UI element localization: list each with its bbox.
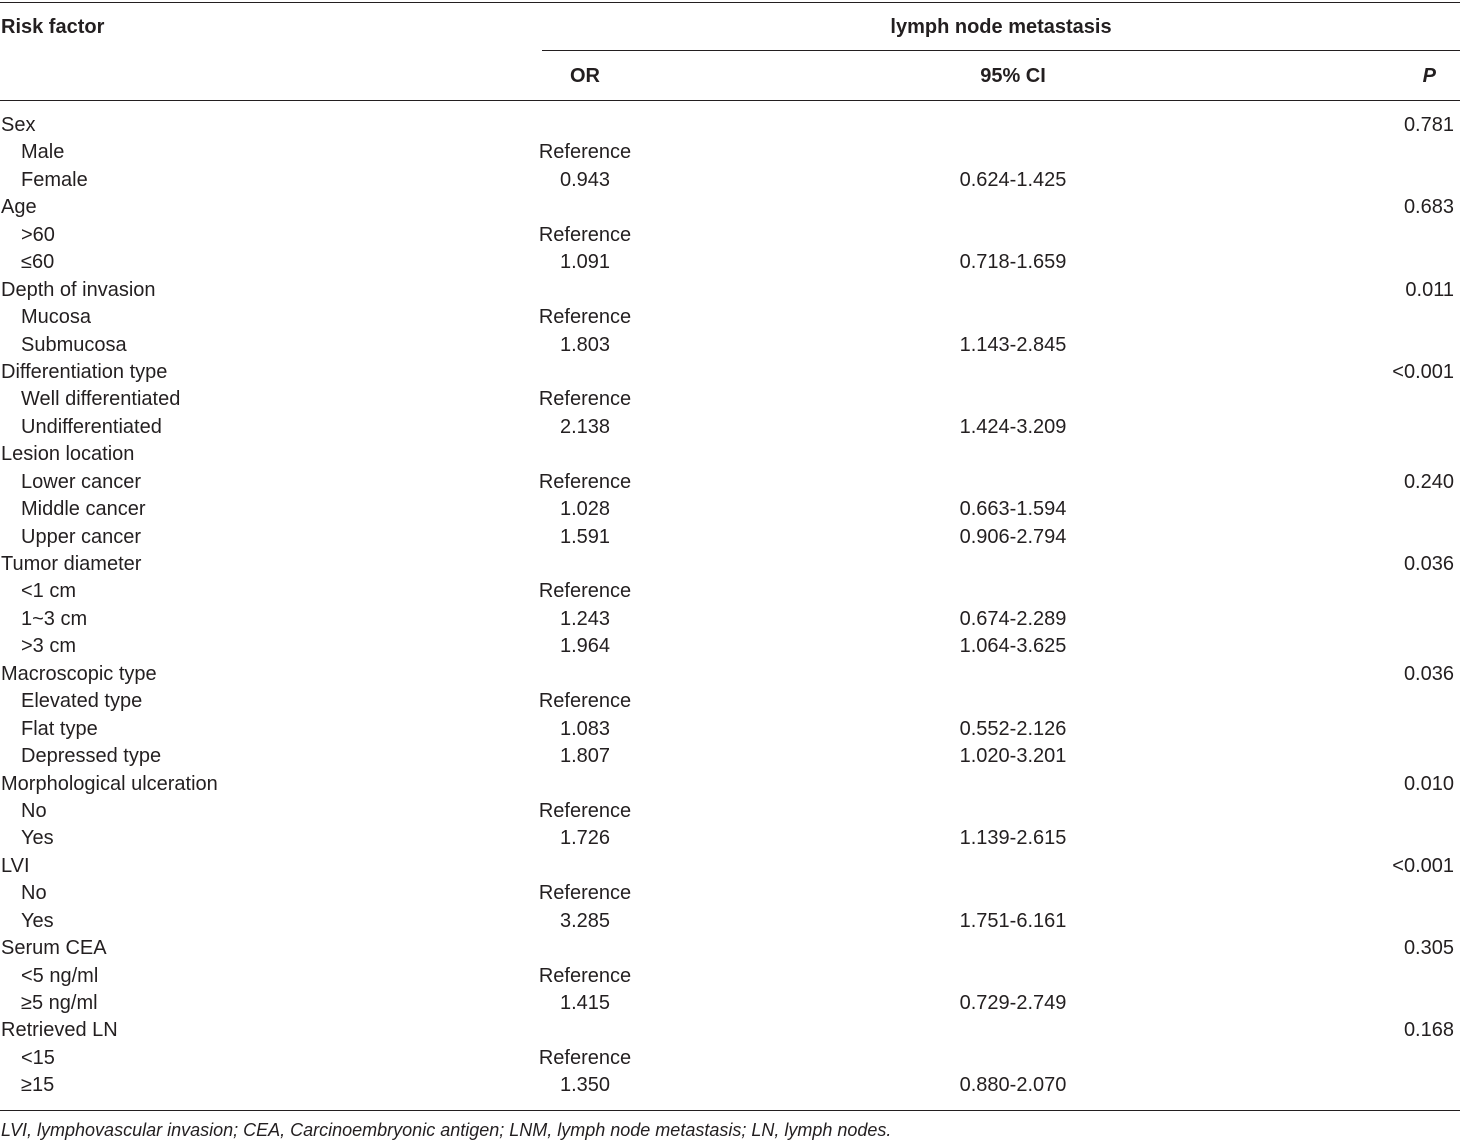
p-value: 0.036 bbox=[1403, 662, 1454, 685]
table-row bbox=[0, 990, 1460, 1017]
table-row bbox=[0, 386, 1460, 413]
row-label: Male bbox=[21, 141, 65, 164]
or-value: 1.350 bbox=[559, 1074, 611, 1097]
or-value: 1.083 bbox=[559, 717, 611, 740]
header-bottom-rule bbox=[0, 100, 1460, 101]
p-value: 0.781 bbox=[1403, 114, 1454, 136]
ci-value: 0.880-2.070 bbox=[959, 1074, 1067, 1097]
row-label: Female bbox=[21, 168, 88, 191]
row-label: 1~3 cm bbox=[21, 607, 88, 630]
row-label: Depressed type bbox=[21, 745, 162, 768]
or-value: 1.807 bbox=[559, 745, 611, 768]
row-label: <15 bbox=[21, 1046, 55, 1069]
or-value: Reference bbox=[538, 223, 632, 246]
row-label: Mucosa bbox=[21, 306, 92, 329]
p-value: 0.011 bbox=[1405, 278, 1454, 301]
ci-value: 1.751-6.161 bbox=[959, 909, 1067, 932]
ci-value: 1.064-3.625 bbox=[959, 635, 1067, 658]
or-value: Reference bbox=[538, 1046, 632, 1069]
header-ci: 95% CI bbox=[980, 65, 1046, 87]
row-label: Differentiation type bbox=[1, 360, 168, 383]
table-row bbox=[0, 222, 1460, 249]
header-or: OR bbox=[570, 65, 600, 87]
ci-value: 0.624-1.425 bbox=[959, 168, 1067, 191]
table-row bbox=[0, 853, 1460, 880]
table-row bbox=[0, 935, 1460, 962]
row-label: ≥5 ng/ml bbox=[21, 992, 98, 1014]
row-label: Undifferentiated bbox=[21, 415, 162, 438]
ci-value: 0.552-2.126 bbox=[959, 717, 1067, 740]
or-value: Reference bbox=[538, 882, 632, 905]
or-value: Reference bbox=[538, 141, 632, 164]
table-row bbox=[0, 880, 1460, 907]
or-value: 1.091 bbox=[559, 251, 611, 274]
or-value: 1.803 bbox=[559, 333, 611, 356]
table-row bbox=[0, 194, 1460, 221]
or-value: 1.028 bbox=[559, 498, 611, 521]
table-row bbox=[0, 1072, 1460, 1099]
row-label: ≤60 bbox=[21, 251, 55, 274]
row-label: Middle cancer bbox=[21, 498, 146, 521]
or-value: Reference bbox=[538, 580, 632, 603]
table-row bbox=[0, 496, 1460, 523]
table-row bbox=[0, 441, 1460, 468]
table-row bbox=[0, 414, 1460, 441]
or-value: Reference bbox=[538, 799, 632, 822]
table-row bbox=[0, 606, 1460, 633]
ci-value: 0.718-1.659 bbox=[959, 251, 1067, 274]
table-top-rule bbox=[0, 2, 1460, 3]
p-value: 0.036 bbox=[1403, 553, 1454, 575]
header-group-rule bbox=[542, 50, 1460, 51]
table-row bbox=[0, 359, 1460, 386]
or-value: 1.591 bbox=[559, 525, 611, 548]
row-label: Lesion location bbox=[1, 443, 135, 466]
row-label: <5 ng/ml bbox=[21, 964, 99, 987]
or-value: 3.285 bbox=[559, 909, 611, 932]
row-label: Submucosa bbox=[21, 333, 127, 356]
ci-value: 0.674-2.289 bbox=[959, 607, 1067, 630]
row-label: No bbox=[21, 799, 47, 822]
row-label: <1 cm bbox=[21, 580, 77, 603]
ci-value: 1.143-2.845 bbox=[959, 333, 1067, 356]
row-label: Lower cancer bbox=[21, 470, 142, 493]
table-row bbox=[0, 743, 1460, 770]
row-label: >3 cm bbox=[21, 635, 77, 658]
ci-value: 1.020-3.201 bbox=[959, 745, 1067, 768]
or-value: 2.138 bbox=[559, 415, 611, 438]
or-value: Reference bbox=[538, 388, 632, 411]
row-label: ≥15 bbox=[21, 1074, 55, 1097]
table-row bbox=[0, 963, 1460, 990]
or-value: Reference bbox=[538, 470, 632, 493]
ci-value: 0.729-2.749 bbox=[959, 992, 1067, 1014]
row-label: Sex bbox=[1, 114, 36, 136]
table-body bbox=[0, 112, 1460, 1100]
row-label: Flat type bbox=[21, 717, 98, 740]
row-label: Tumor diameter bbox=[1, 553, 142, 575]
or-value: Reference bbox=[538, 306, 632, 329]
table-footnote: LVI, lymphovascular invasion; CEA, Carcinoembryonic antigen; LNM, lymph node metastasis; LN, lymph nodes. bbox=[1, 1120, 892, 1140]
table-row bbox=[0, 249, 1460, 276]
ci-value: 0.663-1.594 bbox=[959, 498, 1067, 521]
table-row bbox=[0, 716, 1460, 743]
or-value: Reference bbox=[538, 690, 632, 713]
table-row bbox=[0, 908, 1460, 935]
table-row bbox=[0, 798, 1460, 825]
or-value: 1.726 bbox=[559, 827, 611, 850]
or-value: 1.243 bbox=[559, 607, 611, 630]
table-row bbox=[0, 551, 1460, 578]
row-label: Elevated type bbox=[21, 690, 143, 713]
header-risk-factor: Risk factor bbox=[1, 16, 105, 38]
table-row bbox=[0, 578, 1460, 605]
table-row bbox=[0, 112, 1460, 139]
or-value: 0.943 bbox=[559, 168, 611, 191]
table-row bbox=[0, 332, 1460, 359]
table-row bbox=[0, 1045, 1460, 1072]
row-label: Age bbox=[1, 196, 37, 219]
or-value: 1.415 bbox=[559, 992, 611, 1014]
table-row bbox=[0, 633, 1460, 660]
table-row bbox=[0, 277, 1460, 304]
p-value: 0.010 bbox=[1403, 772, 1454, 795]
table-row bbox=[0, 825, 1460, 852]
p-value: 0.683 bbox=[1403, 196, 1454, 219]
table-row bbox=[0, 167, 1460, 194]
or-value: 1.964 bbox=[559, 635, 611, 658]
table-row bbox=[0, 139, 1460, 166]
table-row bbox=[0, 1017, 1460, 1044]
table-row bbox=[0, 688, 1460, 715]
row-label: Well differentiated bbox=[21, 388, 181, 411]
row-label: >60 bbox=[21, 223, 55, 246]
row-label: Depth of invasion bbox=[1, 278, 156, 301]
p-value: 0.168 bbox=[1403, 1019, 1454, 1042]
table-row bbox=[0, 304, 1460, 331]
p-value: <0.001 bbox=[1392, 360, 1454, 383]
header-group-lymph-node-metastasis: lymph node metastasis bbox=[890, 16, 1112, 38]
row-label: Retrieved LN bbox=[1, 1019, 118, 1042]
table-row bbox=[0, 771, 1460, 798]
p-value: 0.240 bbox=[1403, 470, 1454, 493]
header-p: P bbox=[1422, 65, 1436, 87]
table-bottom-rule bbox=[0, 1110, 1460, 1111]
p-value: <0.001 bbox=[1392, 854, 1454, 877]
row-label: Serum CEA bbox=[1, 937, 107, 960]
row-label: Yes bbox=[21, 827, 54, 850]
table-row bbox=[0, 524, 1460, 551]
row-label: Upper cancer bbox=[21, 525, 142, 548]
ci-value: 1.139-2.615 bbox=[959, 827, 1067, 850]
row-label: Morphological ulceration bbox=[1, 772, 218, 795]
p-value: 0.305 bbox=[1403, 937, 1454, 960]
table-row bbox=[0, 661, 1460, 688]
row-label: LVI bbox=[1, 854, 30, 877]
table-row bbox=[0, 469, 1460, 496]
row-label: No bbox=[21, 882, 47, 905]
ci-value: 1.424-3.209 bbox=[959, 415, 1067, 438]
row-label: Macroscopic type bbox=[1, 662, 157, 685]
ci-value: 0.906-2.794 bbox=[959, 525, 1067, 548]
row-label: Yes bbox=[21, 909, 54, 932]
or-value: Reference bbox=[538, 964, 632, 987]
